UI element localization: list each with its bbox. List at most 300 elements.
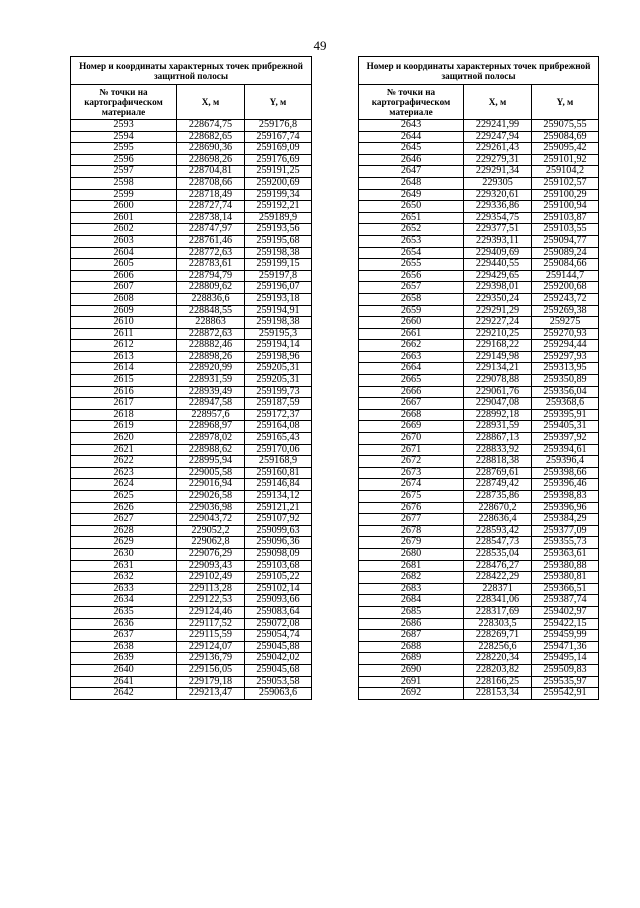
x-coordinate-cell: 228593,42 xyxy=(464,525,532,537)
table-row xyxy=(359,177,599,189)
point-number-cell: 2611 xyxy=(71,328,177,340)
x-coordinate-cell: 228872,63 xyxy=(177,328,245,340)
x-coordinate-cell: 229052,2 xyxy=(177,525,245,537)
table-row xyxy=(359,514,599,526)
x-coordinate-cell: 228690,36 xyxy=(177,143,245,155)
y-coordinate-cell: 259045,88 xyxy=(245,641,312,653)
point-number-cell: 2655 xyxy=(359,259,464,271)
point-number-cell: 2637 xyxy=(71,630,177,642)
table-row xyxy=(71,444,312,456)
point-number-cell: 2662 xyxy=(359,340,464,352)
y-coordinate-cell: 259107,92 xyxy=(245,514,312,526)
table-row xyxy=(359,340,599,352)
y-coordinate-cell: 259103,68 xyxy=(245,560,312,572)
x-coordinate-cell: 228203,82 xyxy=(464,664,532,676)
y-coordinate-cell: 259350,89 xyxy=(532,375,599,387)
y-coordinate-cell: 259198,38 xyxy=(245,317,312,329)
table-row xyxy=(359,201,599,213)
x-coordinate-cell: 228761,46 xyxy=(177,235,245,247)
x-coordinate-cell: 228698,26 xyxy=(177,154,245,166)
point-number-cell: 2669 xyxy=(359,421,464,433)
table-row xyxy=(359,270,599,282)
y-coordinate-cell: 259164,08 xyxy=(245,421,312,433)
y-coordinate-cell: 259380,81 xyxy=(532,572,599,584)
x-coordinate-cell: 228735,86 xyxy=(464,491,532,503)
table-row xyxy=(359,433,599,445)
point-number-cell: 2613 xyxy=(71,351,177,363)
x-coordinate-cell: 229210,25 xyxy=(464,328,532,340)
x-coordinate-cell: 229026,58 xyxy=(177,491,245,503)
table-row xyxy=(71,572,312,584)
table-row xyxy=(71,421,312,433)
y-coordinate-cell: 259104,2 xyxy=(532,166,599,178)
y-coordinate-cell: 259200,68 xyxy=(532,282,599,294)
point-number-cell: 2645 xyxy=(359,143,464,155)
table-row xyxy=(71,270,312,282)
y-coordinate-cell: 259398,83 xyxy=(532,491,599,503)
x-coordinate-cell: 228995,94 xyxy=(177,456,245,468)
y-coordinate-cell: 259405,31 xyxy=(532,421,599,433)
x-coordinate-cell: 229061,76 xyxy=(464,386,532,398)
point-number-cell: 2646 xyxy=(359,154,464,166)
table-row xyxy=(71,537,312,549)
y-coordinate-cell: 259269,38 xyxy=(532,305,599,317)
y-coordinate-cell: 259396,46 xyxy=(532,479,599,491)
table-row xyxy=(71,375,312,387)
y-coordinate-cell: 259100,94 xyxy=(532,201,599,213)
table-row xyxy=(71,305,312,317)
y-coordinate-cell: 259198,38 xyxy=(245,247,312,259)
x-coordinate-cell: 229279,31 xyxy=(464,154,532,166)
point-number-cell: 2692 xyxy=(359,688,464,700)
point-number-cell: 2663 xyxy=(359,351,464,363)
x-coordinate-cell: 229156,05 xyxy=(177,664,245,676)
point-number-cell: 2636 xyxy=(71,618,177,630)
x-coordinate-cell: 228371 xyxy=(464,583,532,595)
y-coordinate-cell: 259084,69 xyxy=(532,131,599,143)
table-row xyxy=(71,525,312,537)
point-number-cell: 2676 xyxy=(359,502,464,514)
x-coordinate-cell: 228256,6 xyxy=(464,641,532,653)
table-row xyxy=(71,154,312,166)
y-coordinate-cell: 259366,51 xyxy=(532,583,599,595)
point-number-cell: 2661 xyxy=(359,328,464,340)
point-number-cell: 2608 xyxy=(71,293,177,305)
x-coordinate-cell: 228920,99 xyxy=(177,363,245,375)
table-row xyxy=(359,467,599,479)
x-coordinate-cell: 228947,58 xyxy=(177,398,245,410)
table-title: Номер и координаты характерных точек прибрежной защитной полосы xyxy=(359,57,599,85)
x-coordinate-cell: 229377,51 xyxy=(464,224,532,236)
table-row xyxy=(359,676,599,688)
x-coordinate-cell: 228269,71 xyxy=(464,630,532,642)
point-number-cell: 2607 xyxy=(71,282,177,294)
point-number-cell: 2689 xyxy=(359,653,464,665)
x-coordinate-cell: 228931,59 xyxy=(464,421,532,433)
point-number-cell: 2685 xyxy=(359,606,464,618)
coordinates-table-left xyxy=(70,56,312,700)
x-coordinate-cell: 229429,65 xyxy=(464,270,532,282)
point-number-cell: 2642 xyxy=(71,688,177,700)
point-number-cell: 2603 xyxy=(71,235,177,247)
table-row xyxy=(359,317,599,329)
point-number-cell: 2626 xyxy=(71,502,177,514)
x-coordinate-cell: 228836,6 xyxy=(177,293,245,305)
x-coordinate-cell: 228818,38 xyxy=(464,456,532,468)
point-number-cell: 2654 xyxy=(359,247,464,259)
table-row xyxy=(71,548,312,560)
x-coordinate-cell: 229409,69 xyxy=(464,247,532,259)
point-number-cell: 2656 xyxy=(359,270,464,282)
table-title: Номер и координаты характерных точек прибрежной защитной полосы xyxy=(71,57,312,85)
column-header-y: Y, м xyxy=(245,85,312,120)
y-coordinate-cell: 259402,97 xyxy=(532,606,599,618)
x-coordinate-cell: 229136,79 xyxy=(177,653,245,665)
y-coordinate-cell: 259396,96 xyxy=(532,502,599,514)
x-coordinate-cell: 228303,5 xyxy=(464,618,532,630)
y-coordinate-cell: 259205,31 xyxy=(245,375,312,387)
table-row xyxy=(71,409,312,421)
table-body-left xyxy=(71,120,312,700)
y-coordinate-cell: 259169,09 xyxy=(245,143,312,155)
x-coordinate-cell: 228674,75 xyxy=(177,120,245,132)
x-coordinate-cell: 228547,73 xyxy=(464,537,532,549)
point-number-cell: 2682 xyxy=(359,572,464,584)
point-number-cell: 2649 xyxy=(359,189,464,201)
table-row xyxy=(359,502,599,514)
x-coordinate-cell: 228422,29 xyxy=(464,572,532,584)
table-row xyxy=(359,630,599,642)
x-coordinate-cell: 228535,04 xyxy=(464,548,532,560)
x-coordinate-cell: 229261,43 xyxy=(464,143,532,155)
point-number-cell: 2635 xyxy=(71,606,177,618)
y-coordinate-cell: 259199,15 xyxy=(245,259,312,271)
y-coordinate-cell: 259495,14 xyxy=(532,653,599,665)
table-row xyxy=(359,688,599,700)
y-coordinate-cell: 259200,69 xyxy=(245,177,312,189)
y-coordinate-cell: 259509,83 xyxy=(532,664,599,676)
table-row xyxy=(71,606,312,618)
y-coordinate-cell: 259395,91 xyxy=(532,409,599,421)
x-coordinate-cell: 228727,74 xyxy=(177,201,245,213)
y-coordinate-cell: 259102,14 xyxy=(245,583,312,595)
y-coordinate-cell: 259167,74 xyxy=(245,131,312,143)
point-number-cell: 2647 xyxy=(359,166,464,178)
x-coordinate-cell: 229124,07 xyxy=(177,641,245,653)
x-coordinate-cell: 229241,99 xyxy=(464,120,532,132)
x-coordinate-cell: 228153,34 xyxy=(464,688,532,700)
point-number-cell: 2601 xyxy=(71,212,177,224)
point-number-cell: 2614 xyxy=(71,363,177,375)
y-coordinate-cell: 259195,3 xyxy=(245,328,312,340)
point-number-cell: 2627 xyxy=(71,514,177,526)
x-coordinate-cell: 228939,49 xyxy=(177,386,245,398)
point-number-cell: 2680 xyxy=(359,548,464,560)
point-number-cell: 2684 xyxy=(359,595,464,607)
point-number-cell: 2664 xyxy=(359,363,464,375)
table-row xyxy=(71,502,312,514)
y-coordinate-cell: 259243,72 xyxy=(532,293,599,305)
y-coordinate-cell: 259387,74 xyxy=(532,595,599,607)
y-coordinate-cell: 259099,63 xyxy=(245,525,312,537)
x-coordinate-cell: 228220,34 xyxy=(464,653,532,665)
y-coordinate-cell: 259196,07 xyxy=(245,282,312,294)
x-coordinate-cell: 228772,63 xyxy=(177,247,245,259)
table-row xyxy=(359,525,599,537)
x-coordinate-cell: 228794,79 xyxy=(177,270,245,282)
y-coordinate-cell: 259098,09 xyxy=(245,548,312,560)
x-coordinate-cell: 229179,18 xyxy=(177,676,245,688)
x-coordinate-cell: 229115,59 xyxy=(177,630,245,642)
y-coordinate-cell: 259535,97 xyxy=(532,676,599,688)
table-row xyxy=(71,143,312,155)
table-row xyxy=(359,305,599,317)
x-coordinate-cell: 228978,02 xyxy=(177,433,245,445)
x-coordinate-cell: 228769,61 xyxy=(464,467,532,479)
x-coordinate-cell: 229076,29 xyxy=(177,548,245,560)
x-coordinate-cell: 229291,29 xyxy=(464,305,532,317)
x-coordinate-cell: 228704,81 xyxy=(177,166,245,178)
x-coordinate-cell: 228898,26 xyxy=(177,351,245,363)
y-coordinate-cell: 259100,29 xyxy=(532,189,599,201)
y-coordinate-cell: 259275 xyxy=(532,317,599,329)
y-coordinate-cell: 259101,92 xyxy=(532,154,599,166)
x-coordinate-cell: 228988,62 xyxy=(177,444,245,456)
point-number-cell: 2604 xyxy=(71,247,177,259)
table-row xyxy=(359,618,599,630)
table-row xyxy=(71,189,312,201)
x-coordinate-cell: 229440,55 xyxy=(464,259,532,271)
point-number-cell: 2659 xyxy=(359,305,464,317)
point-number-cell: 2621 xyxy=(71,444,177,456)
y-coordinate-cell: 259368,6 xyxy=(532,398,599,410)
table-row xyxy=(71,641,312,653)
table-row xyxy=(71,456,312,468)
y-coordinate-cell: 259396,4 xyxy=(532,456,599,468)
x-coordinate-cell: 229350,24 xyxy=(464,293,532,305)
y-coordinate-cell: 259103,87 xyxy=(532,212,599,224)
x-coordinate-cell: 229016,94 xyxy=(177,479,245,491)
x-coordinate-cell: 229134,21 xyxy=(464,363,532,375)
point-number-cell: 2630 xyxy=(71,548,177,560)
point-number-cell: 2668 xyxy=(359,409,464,421)
y-coordinate-cell: 259105,22 xyxy=(245,572,312,584)
table-row xyxy=(71,467,312,479)
x-coordinate-cell: 229398,01 xyxy=(464,282,532,294)
table-row xyxy=(359,491,599,503)
y-coordinate-cell: 259094,77 xyxy=(532,235,599,247)
y-coordinate-cell: 259194,91 xyxy=(245,305,312,317)
y-coordinate-cell: 259170,06 xyxy=(245,444,312,456)
point-number-cell: 2639 xyxy=(71,653,177,665)
point-number-cell: 2625 xyxy=(71,491,177,503)
point-number-cell: 2617 xyxy=(71,398,177,410)
point-number-cell: 2673 xyxy=(359,467,464,479)
y-coordinate-cell: 259042,02 xyxy=(245,653,312,665)
x-coordinate-cell: 229062,8 xyxy=(177,537,245,549)
table-row xyxy=(359,166,599,178)
table-row xyxy=(71,131,312,143)
table-row xyxy=(71,120,312,132)
column-header-x: X, м xyxy=(464,85,532,120)
x-coordinate-cell: 229336,86 xyxy=(464,201,532,213)
point-number-cell: 2594 xyxy=(71,131,177,143)
y-coordinate-cell: 259380,88 xyxy=(532,560,599,572)
point-number-cell: 2598 xyxy=(71,177,177,189)
table-row xyxy=(71,363,312,375)
x-coordinate-cell: 229320,61 xyxy=(464,189,532,201)
point-number-cell: 2681 xyxy=(359,560,464,572)
y-coordinate-cell: 259063,6 xyxy=(245,688,312,700)
point-number-cell: 2653 xyxy=(359,235,464,247)
table-row xyxy=(71,664,312,676)
y-coordinate-cell: 259363,61 xyxy=(532,548,599,560)
y-coordinate-cell: 259160,81 xyxy=(245,467,312,479)
point-number-cell: 2623 xyxy=(71,467,177,479)
point-number-cell: 2640 xyxy=(71,664,177,676)
point-number-cell: 2675 xyxy=(359,491,464,503)
point-number-cell: 2678 xyxy=(359,525,464,537)
y-coordinate-cell: 259096,36 xyxy=(245,537,312,549)
x-coordinate-cell: 228317,69 xyxy=(464,606,532,618)
y-coordinate-cell: 259398,66 xyxy=(532,467,599,479)
y-coordinate-cell: 259053,58 xyxy=(245,676,312,688)
x-coordinate-cell: 229305 xyxy=(464,177,532,189)
y-coordinate-cell: 259294,44 xyxy=(532,340,599,352)
table-row xyxy=(359,363,599,375)
x-coordinate-cell: 228931,59 xyxy=(177,375,245,387)
table-row xyxy=(359,154,599,166)
point-number-cell: 2648 xyxy=(359,177,464,189)
table-row xyxy=(359,386,599,398)
y-coordinate-cell: 259355,73 xyxy=(532,537,599,549)
table-row xyxy=(71,560,312,572)
y-coordinate-cell: 259471,36 xyxy=(532,641,599,653)
y-coordinate-cell: 259084,66 xyxy=(532,259,599,271)
x-coordinate-cell: 228863 xyxy=(177,317,245,329)
table-row xyxy=(359,247,599,259)
y-coordinate-cell: 259270,93 xyxy=(532,328,599,340)
table-row xyxy=(359,398,599,410)
table-row xyxy=(359,583,599,595)
table-row xyxy=(71,224,312,236)
x-coordinate-cell: 229354,75 xyxy=(464,212,532,224)
table-row xyxy=(71,491,312,503)
y-coordinate-cell: 259146,84 xyxy=(245,479,312,491)
point-number-cell: 2644 xyxy=(359,131,464,143)
table-row xyxy=(71,212,312,224)
point-number-cell: 2674 xyxy=(359,479,464,491)
point-number-cell: 2686 xyxy=(359,618,464,630)
y-coordinate-cell: 259103,55 xyxy=(532,224,599,236)
y-coordinate-cell: 259397,92 xyxy=(532,433,599,445)
point-number-cell: 2679 xyxy=(359,537,464,549)
point-number-cell: 2643 xyxy=(359,120,464,132)
y-coordinate-cell: 259384,29 xyxy=(532,514,599,526)
x-coordinate-cell: 228738,14 xyxy=(177,212,245,224)
table-row xyxy=(71,247,312,259)
table-row xyxy=(359,259,599,271)
point-number-cell: 2632 xyxy=(71,572,177,584)
x-coordinate-cell: 228867,13 xyxy=(464,433,532,445)
table-row xyxy=(359,456,599,468)
x-coordinate-cell: 229122,53 xyxy=(177,595,245,607)
x-coordinate-cell: 228636,4 xyxy=(464,514,532,526)
table-row xyxy=(359,421,599,433)
point-number-cell: 2687 xyxy=(359,630,464,642)
column-header-y: Y, м xyxy=(532,85,599,120)
x-coordinate-cell: 229036,98 xyxy=(177,502,245,514)
table-row xyxy=(71,676,312,688)
x-coordinate-cell: 228341,06 xyxy=(464,595,532,607)
point-number-cell: 2665 xyxy=(359,375,464,387)
y-coordinate-cell: 259356,04 xyxy=(532,386,599,398)
point-number-cell: 2651 xyxy=(359,212,464,224)
point-number-cell: 2615 xyxy=(71,375,177,387)
table-row xyxy=(71,177,312,189)
x-coordinate-cell: 229043,72 xyxy=(177,514,245,526)
table-row xyxy=(71,433,312,445)
point-number-cell: 2620 xyxy=(71,433,177,445)
y-coordinate-cell: 259168,9 xyxy=(245,456,312,468)
point-number-cell: 2660 xyxy=(359,317,464,329)
y-coordinate-cell: 259192,21 xyxy=(245,201,312,213)
x-coordinate-cell: 228670,2 xyxy=(464,502,532,514)
point-number-cell: 2599 xyxy=(71,189,177,201)
table-row xyxy=(359,351,599,363)
y-coordinate-cell: 259102,57 xyxy=(532,177,599,189)
x-coordinate-cell: 228166,25 xyxy=(464,676,532,688)
table-row xyxy=(359,235,599,247)
point-number-cell: 2658 xyxy=(359,293,464,305)
point-number-cell: 2628 xyxy=(71,525,177,537)
x-coordinate-cell: 229227,24 xyxy=(464,317,532,329)
table-row xyxy=(359,641,599,653)
y-coordinate-cell: 259198,96 xyxy=(245,351,312,363)
y-coordinate-cell: 259093,66 xyxy=(245,595,312,607)
table-row xyxy=(359,606,599,618)
table-row xyxy=(71,398,312,410)
x-coordinate-cell: 228682,65 xyxy=(177,131,245,143)
table-row xyxy=(359,189,599,201)
table-row xyxy=(71,479,312,491)
y-coordinate-cell: 259199,73 xyxy=(245,386,312,398)
table-row xyxy=(359,328,599,340)
point-number-cell: 2605 xyxy=(71,259,177,271)
table-row xyxy=(359,375,599,387)
x-coordinate-cell: 229149,98 xyxy=(464,351,532,363)
point-number-cell: 2597 xyxy=(71,166,177,178)
point-number-cell: 2622 xyxy=(71,456,177,468)
x-coordinate-cell: 229047,08 xyxy=(464,398,532,410)
table-row xyxy=(71,235,312,247)
x-coordinate-cell: 229117,52 xyxy=(177,618,245,630)
point-number-cell: 2609 xyxy=(71,305,177,317)
point-number-cell: 2618 xyxy=(71,409,177,421)
y-coordinate-cell: 259095,42 xyxy=(532,143,599,155)
y-coordinate-cell: 259176,8 xyxy=(245,120,312,132)
table-row xyxy=(359,282,599,294)
table-row xyxy=(359,120,599,132)
point-number-cell: 2688 xyxy=(359,641,464,653)
column-header-point: № точки на картографическом материале xyxy=(359,85,464,120)
point-number-cell: 2666 xyxy=(359,386,464,398)
point-number-cell: 2670 xyxy=(359,433,464,445)
point-number-cell: 2602 xyxy=(71,224,177,236)
y-coordinate-cell: 259045,68 xyxy=(245,664,312,676)
y-coordinate-cell: 259089,24 xyxy=(532,247,599,259)
point-number-cell: 2671 xyxy=(359,444,464,456)
